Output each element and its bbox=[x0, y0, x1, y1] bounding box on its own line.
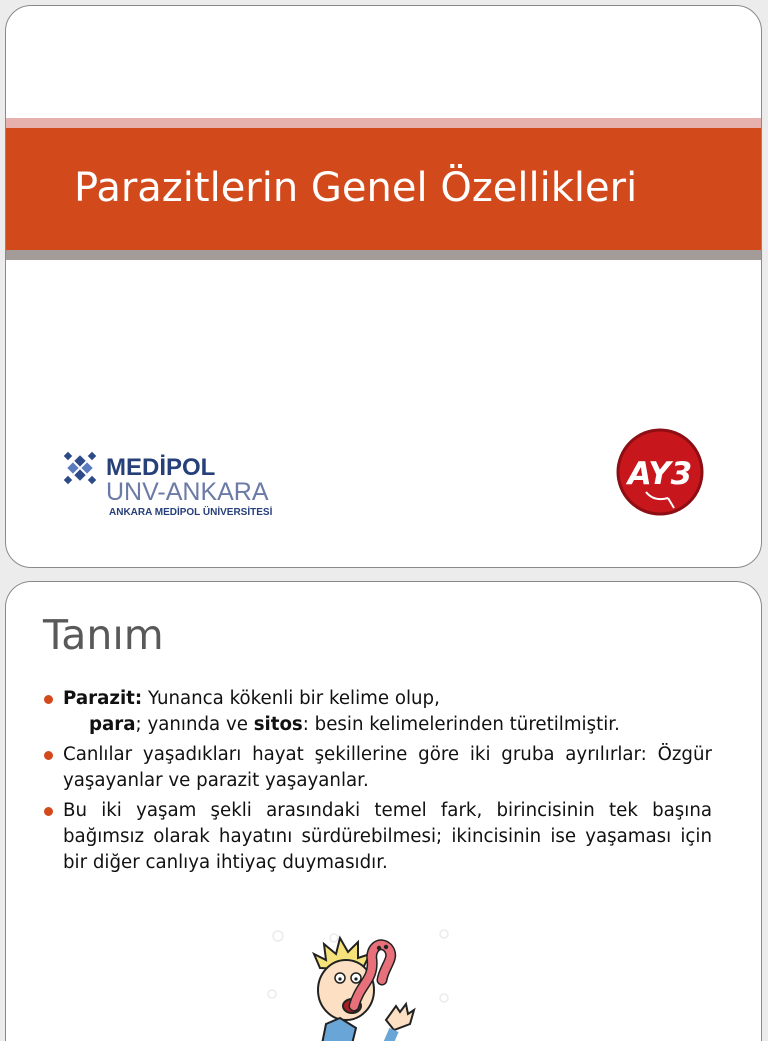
title-slide bbox=[5, 5, 762, 568]
bullet-text: Yunanca kökenli bir kelime olup, bbox=[142, 688, 440, 709]
bullet-subline bbox=[63, 712, 712, 738]
bullet-text: Canlılar yaşadıkları hayat şekillerine göre iki gruba ayrılırlar: Özgür yaşayanlar ve parazit yaşayanlar. bbox=[63, 744, 712, 791]
ay3-logo-text: AY3 bbox=[627, 456, 693, 492]
bullet-item bbox=[44, 742, 712, 794]
medipol-emblem-icon bbox=[64, 452, 97, 485]
cartoon-hand bbox=[386, 1004, 414, 1041]
bullet-text: Bu iki yaşam şekli arasındaki temel fark, birincisinin tek başına bağımsız olarak hayatını sürdürebilmesi; ikincisinin ise yaşaması için bir diğer canlıya ihtiyaç duymasıdır. bbox=[63, 800, 712, 873]
content-slide bbox=[5, 581, 762, 1041]
bullet-item bbox=[44, 798, 712, 876]
bullet-icon bbox=[44, 695, 53, 704]
word-sitos: sitos bbox=[253, 714, 303, 735]
word-para: para bbox=[89, 714, 136, 735]
bullet-term: Parazit: bbox=[63, 688, 143, 709]
bullet-subline-text1: ; yanında ve bbox=[135, 714, 254, 735]
parasite-cartoon-image bbox=[256, 924, 456, 1041]
title-band-bottom bbox=[6, 250, 761, 260]
ay3-logo bbox=[616, 428, 704, 516]
title-band-top bbox=[6, 118, 761, 128]
slide-heading: Tanım bbox=[43, 611, 164, 659]
bullet-subline-text2: : besin kelimelerinden türetilmiştir. bbox=[302, 714, 620, 735]
bullet-list bbox=[44, 686, 712, 876]
slide-title: Parazitlerin Genel Özellikleri bbox=[74, 165, 638, 211]
bullet-icon bbox=[44, 807, 53, 816]
medipol-logo-line1: MEDİPOL bbox=[106, 454, 216, 481]
medipol-logo bbox=[52, 438, 292, 518]
bullet-icon bbox=[44, 751, 53, 760]
medipol-logo-line2: UNV-ANKARA bbox=[106, 478, 269, 506]
medipol-logo-line3: ANKARA MEDİPOL ÜNİVERSİTESİ bbox=[109, 507, 273, 518]
bullet-item bbox=[44, 686, 712, 738]
